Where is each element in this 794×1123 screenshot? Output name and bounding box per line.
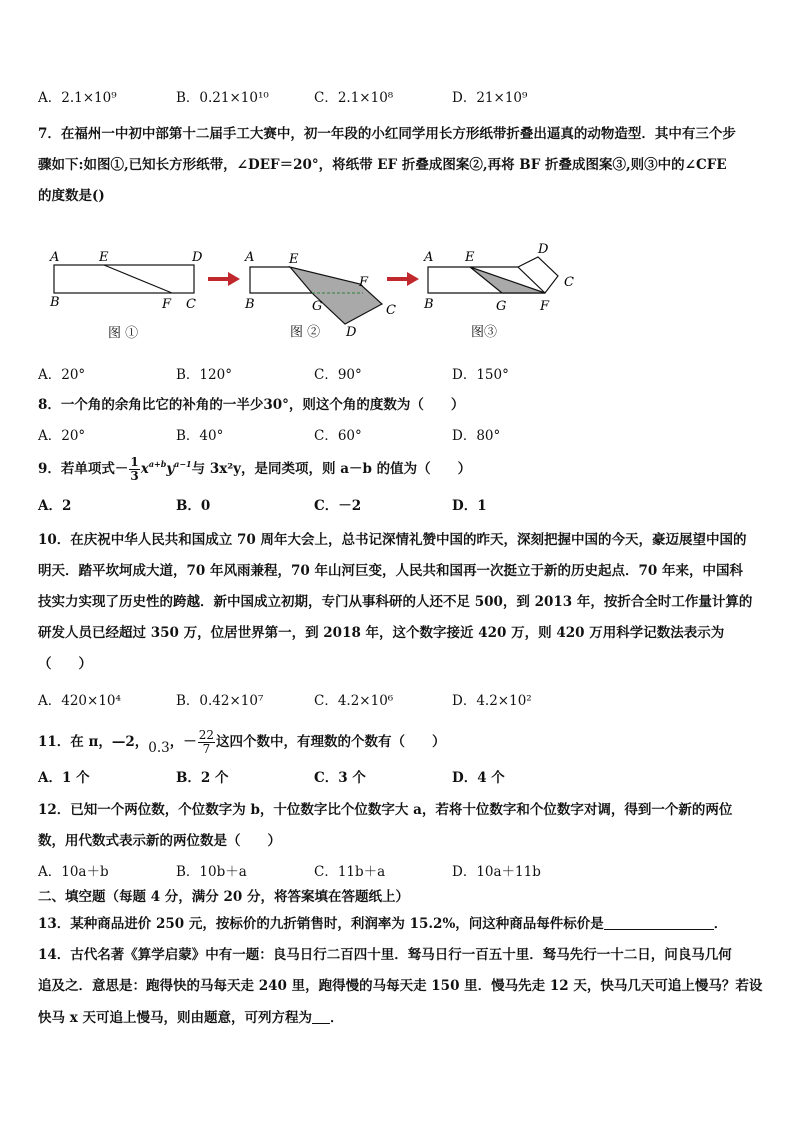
svg-text:C: C bbox=[386, 303, 396, 318]
figure-1-caption: 图 ① bbox=[108, 326, 139, 341]
svg-text:G: G bbox=[312, 299, 323, 314]
q8-option-b: B．40° bbox=[176, 428, 224, 444]
q9-option-b: B．0 bbox=[176, 498, 211, 514]
svg-text:B: B bbox=[424, 297, 434, 312]
q12-option-c: C．11b＋a bbox=[314, 864, 386, 880]
q10-option-c: C．4.2×10⁶ bbox=[314, 693, 394, 709]
q7-line-3: 的度数是() bbox=[38, 188, 105, 204]
q11-frac-num: 22 bbox=[198, 728, 215, 742]
q7-line-2: 骤如下:如图①,已知长方形纸带，∠DEF＝20°，将纸带 EF 折叠成图案②,再将 BF 折叠成图案③,则③中的∠CFE bbox=[38, 157, 727, 173]
svg-text:C: C bbox=[564, 275, 574, 290]
q11-frac-den: 7 bbox=[202, 742, 211, 756]
q11-option-b: B．2 个 bbox=[176, 770, 229, 786]
q9-option-c: C．－2 bbox=[314, 498, 362, 514]
q7-line-1: 7．在福州一中初中部第十二届手工大赛中，初一年段的小红同学用长方形纸带折叠出逼真的动物造型．其中有三个步 bbox=[38, 126, 736, 142]
svg-text:F: F bbox=[162, 297, 172, 312]
q11-suffix: 这四个数中，有理数的个数有（ ） bbox=[216, 734, 446, 750]
q6-option-b: B．0.21×10¹⁰ bbox=[176, 90, 269, 106]
figure-3 bbox=[423, 242, 574, 314]
q12-line-2: 数，用代数式表示新的两位数是（ ） bbox=[38, 833, 281, 849]
q6-option-a: A．2.1×10⁹ bbox=[38, 90, 117, 106]
figure-1 bbox=[49, 250, 203, 312]
svg-text:E: E bbox=[289, 252, 299, 267]
q6-option-c: C．2.1×10⁸ bbox=[314, 90, 394, 106]
q11-prefix: 11．在 π，—2， bbox=[38, 734, 149, 750]
svg-text:G: G bbox=[496, 299, 507, 314]
q7-option-d: D．150° bbox=[452, 367, 509, 383]
svg-text:F: F bbox=[359, 275, 369, 290]
svg-text:C: C bbox=[186, 297, 196, 312]
arrow-icon bbox=[208, 272, 240, 286]
svg-text:D: D bbox=[538, 242, 549, 257]
q11-option-d: D．4 个 bbox=[452, 770, 505, 786]
q7-option-c: C．90° bbox=[314, 367, 362, 383]
q13-line-1 bbox=[38, 915, 727, 933]
q8-option-d: D．80° bbox=[452, 428, 501, 444]
q9-monomial: $x^{a+b}y^{a-1}$ bbox=[140, 459, 192, 477]
q9-frac-den: 3 bbox=[130, 469, 139, 483]
q7-option-a: A．20° bbox=[38, 367, 86, 383]
q8-line-1: 8．一个角的余角比它的补角的一半少30°，则这个角的度数为（ ） bbox=[38, 397, 465, 413]
q8-option-a: A．20° bbox=[38, 428, 86, 444]
q13-answer-blank[interactable] bbox=[604, 917, 714, 930]
q11-line-1 bbox=[38, 727, 446, 757]
q12-option-d: D．10a＋11b bbox=[452, 864, 541, 880]
q9-frac-num: 1 bbox=[130, 455, 139, 469]
section-2-heading: 二、填空题（每题 4 分，满分 20 分，将答案填在答题纸上） bbox=[38, 889, 409, 905]
q14-line-1: 14．古代名著《算学启蒙》中有一题：良马日行二百四十里．驽马日行一百五十里．驽马先行一十二日，问良马几何 bbox=[38, 947, 732, 963]
q13-text: 13．某种商品进价 250 元，按标价的九折销售时，利润率为 15.2%，问这种商品每件标价是 bbox=[38, 916, 604, 932]
svg-text:D: D bbox=[192, 250, 203, 265]
figure-3-caption: 图③ bbox=[471, 325, 498, 340]
svg-text:E: E bbox=[99, 250, 109, 265]
arrow-icon bbox=[387, 272, 419, 286]
q14-answer-blank[interactable] bbox=[312, 1011, 330, 1024]
q10-option-b: B．0.42×10⁷ bbox=[176, 693, 264, 709]
q12-option-a: A．10a＋b bbox=[38, 864, 109, 880]
q6-option-d: D．21×10⁹ bbox=[452, 90, 528, 106]
q9-line-1 bbox=[38, 454, 471, 484]
q11-option-a: A．1 个 bbox=[38, 770, 90, 786]
q10-line-4: 研发人员已经超过 350 万，位居世界第一，到 2018 年，这个数字接近 420 万，则 420 万用科学记数法表示为 bbox=[38, 625, 725, 641]
q9-option-a: A．2 bbox=[38, 498, 72, 514]
svg-text:B: B bbox=[50, 295, 60, 310]
q9-prefix: 9．若单项式－ bbox=[38, 461, 129, 477]
q11-option-c: C．3 个 bbox=[314, 770, 366, 786]
q10-option-a: A．420×10⁴ bbox=[38, 693, 121, 709]
q9-fraction bbox=[129, 456, 139, 483]
svg-text:A: A bbox=[50, 250, 60, 265]
q14-line-2: 追及之．意思是：跑得快的马每天走 240 里，跑得慢的马每天走 150 里．慢马先走 12 天，快马几天可追上慢马？若设 bbox=[38, 978, 763, 994]
q8-option-c: C．60° bbox=[314, 428, 362, 444]
svg-text:A: A bbox=[245, 250, 255, 265]
q7-option-b: B．120° bbox=[176, 367, 232, 383]
q14-line-3 bbox=[38, 1009, 343, 1027]
svg-text:E: E bbox=[465, 250, 475, 265]
q9-option-d: D．1 bbox=[452, 498, 487, 514]
q10-line-3: 技实力实现了历史性的跨越．新中国成立初期，专门从事科研的人还不足 500，到 2013 年，按折合全时工作量计算的 bbox=[38, 594, 753, 610]
figure-2-caption: 图 ② bbox=[290, 325, 321, 340]
q14-period: ． bbox=[329, 1010, 344, 1026]
svg-text:B: B bbox=[245, 297, 255, 312]
q10-line-5: （ ） bbox=[38, 656, 92, 672]
q9-rest: 与 3x²y，是同类项，则 a－b 的值为（ ） bbox=[191, 461, 472, 477]
q11-repeating-decimal: 0.3 bbox=[148, 740, 170, 756]
q11-fraction bbox=[198, 729, 215, 756]
q13-period: ． bbox=[713, 916, 728, 932]
q10-option-d: D．4.2×10² bbox=[452, 693, 532, 709]
q10-line-1: 10．在庆祝中华人民共和国成立 70 周年大会上，总书记深情礼赞中国的昨天，深刻把握中国的今天，豪迈展望中国的 bbox=[38, 532, 747, 548]
svg-text:D: D bbox=[346, 325, 357, 340]
q11-mid: ，－ bbox=[169, 734, 197, 750]
q10-line-2: 明天．踏平坎坷成大道，70 年风雨兼程，70 年山河巨变，人民共和国再一次挺立于新的历史起点．70 年来，中国科 bbox=[38, 563, 743, 579]
q12-option-b: B．10b＋a bbox=[176, 864, 247, 880]
svg-text:F: F bbox=[540, 299, 550, 314]
q14-text: 快马 x 天可追上慢马，则由题意，可列方程为 bbox=[38, 1010, 312, 1026]
svg-text:A: A bbox=[424, 250, 434, 265]
q12-line-1: 12．已知一个两位数，个位数字为 b，十位数字比个位数字大 a，若将十位数字和个位数字对调，得到一个新的两位 bbox=[38, 802, 733, 818]
